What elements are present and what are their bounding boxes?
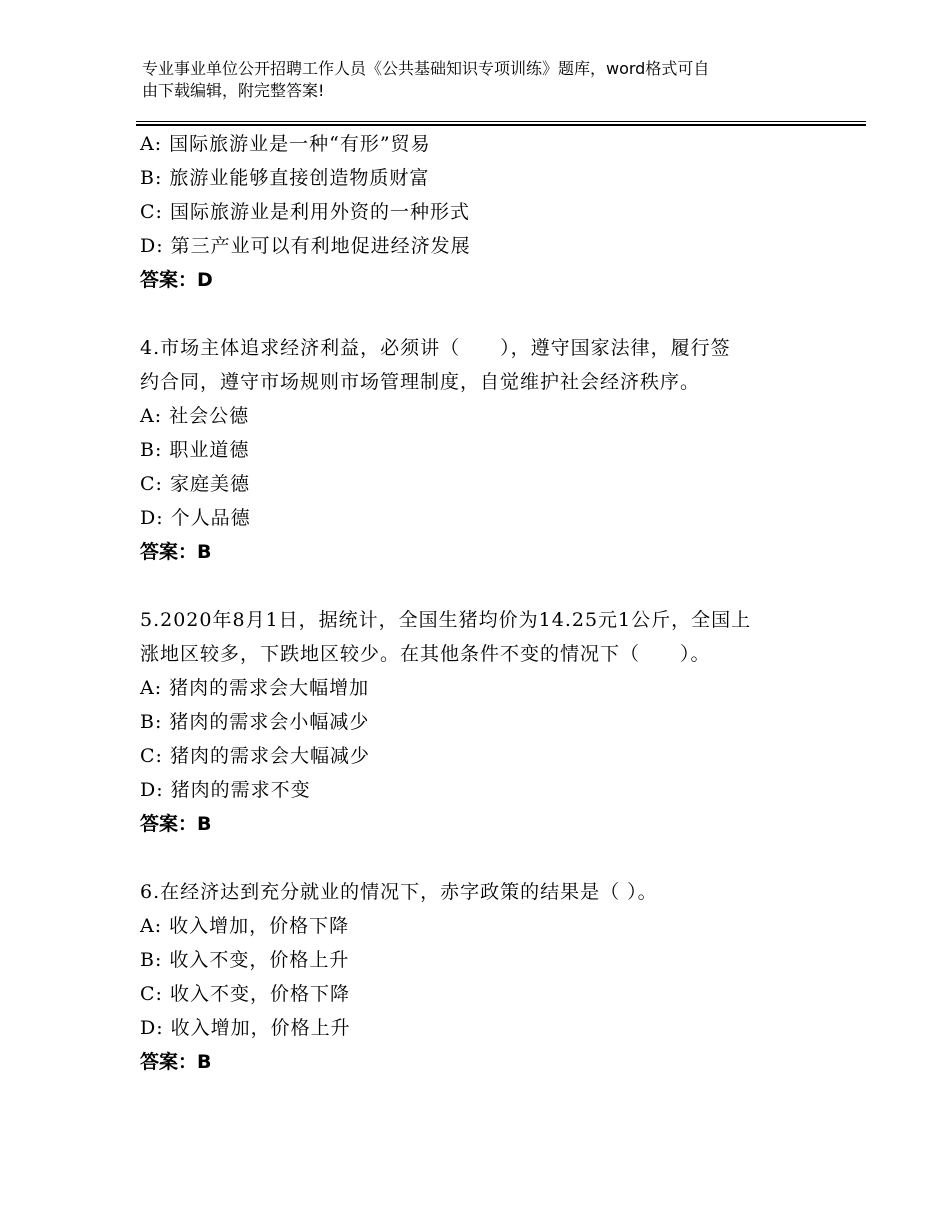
- option-b: B: 猪肉的需求会小幅减少: [140, 711, 370, 733]
- header-title-line-1: 专业事业单位公开招聘工作人员《公共基础知识专项训练》题库，word格式可自: [142, 59, 710, 78]
- question-5: [140, 603, 830, 841]
- question-stem: 6.在经济达到充分就业的情况下，赤字政策的结果是（ ）。: [140, 881, 658, 903]
- question-4: [140, 331, 830, 569]
- option-a: A: 猪肉的需求会大幅增加: [140, 677, 370, 699]
- document-header: [142, 58, 822, 102]
- option-d: D: 收入增加，价格上升: [140, 1017, 351, 1039]
- option-a: A: 国际旅游业是一种“有形”贸易: [140, 133, 431, 155]
- option-a: A: 收入增加，价格下降: [140, 915, 350, 937]
- option-a: A: 社会公德: [140, 405, 250, 427]
- option-c: C: 收入不变，价格下降: [140, 983, 350, 1005]
- option-d: D: 第三产业可以有利地促进经济发展: [140, 235, 471, 257]
- answer-label: 答案：B: [140, 541, 212, 563]
- question-stem: 5.2020年8月1日，据统计，全国生猪均价为14.25元1公斤，全国上: [140, 609, 752, 631]
- answer-label: 答案：B: [140, 813, 212, 835]
- header-divider-thick: [136, 124, 866, 126]
- header-title-line-2: 由下载编辑，附完整答案!: [142, 81, 325, 100]
- question-stem: 4.市场主体追求经济利益，必须讲（ ），遵守国家法律，履行签: [140, 337, 731, 359]
- header-divider-thin: [136, 121, 866, 122]
- answer-label: 答案：D: [140, 269, 213, 291]
- question-stem-continued: 约合同，遵守市场规则市场管理制度，自觉维护社会经济秩序。: [140, 371, 701, 393]
- question-6: [140, 875, 830, 1079]
- option-d: D: 猪肉的需求不变: [140, 779, 311, 801]
- option-c: C: 猪肉的需求会大幅减少: [140, 745, 370, 767]
- option-d: D: 个人品德: [140, 507, 251, 529]
- question-stem-continued: 涨地区较多，下跌地区较少。在其他条件不变的情况下（ ）。: [140, 643, 711, 665]
- option-b: B: 旅游业能够直接创造物质财富: [140, 167, 430, 189]
- question-3-tail: [140, 127, 830, 297]
- spacer: [140, 841, 830, 875]
- answer-label: 答案：B: [140, 1051, 212, 1073]
- option-b: B: 收入不变，价格上升: [140, 949, 350, 971]
- question-list: [140, 127, 830, 1079]
- option-b: B: 职业道德: [140, 439, 250, 461]
- spacer: [140, 569, 830, 603]
- option-c: C: 国际旅游业是利用外资的一种形式: [140, 201, 470, 223]
- option-c: C: 家庭美德: [140, 473, 250, 495]
- spacer: [140, 297, 830, 331]
